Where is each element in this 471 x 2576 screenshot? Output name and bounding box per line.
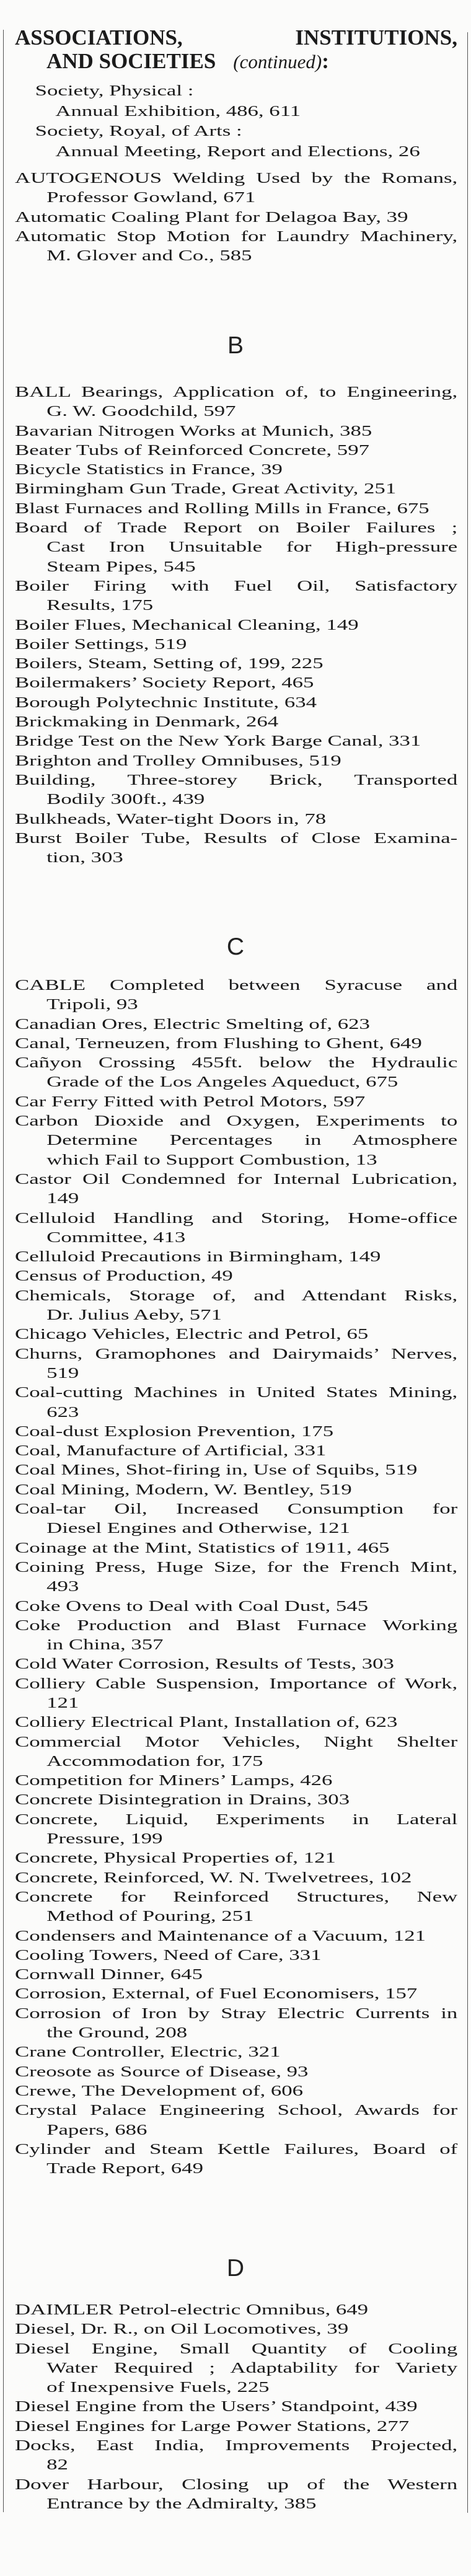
index-entry xyxy=(15,1732,457,1771)
index-entry xyxy=(15,1654,457,1674)
entry-line: Canadian Ores, Electric Smelting of, 623 xyxy=(15,1015,370,1033)
index-entry xyxy=(15,1053,457,1092)
index-entry xyxy=(15,1111,457,1170)
entry-line: Concrete, Reinforced, W. N. Twelvetrees, 102 xyxy=(15,1869,412,1886)
entry-line: Coining Press, Huge Size, for the French Mint, xyxy=(15,1558,458,1576)
heading-colon: : xyxy=(322,49,329,73)
entry-line: Churns, Gramophones and Dairymaids’ Nerves, xyxy=(15,1345,458,1362)
heading-associations: ASSOCIATIONS, xyxy=(15,25,183,50)
index-entry xyxy=(15,1616,457,1655)
entry-line: the Ground, 208 xyxy=(46,2024,188,2042)
entry-line: Docks, East India, Improvements Projected, xyxy=(15,2437,458,2455)
index-entry xyxy=(15,1325,457,1344)
index-entry xyxy=(15,2004,457,2043)
index-entry xyxy=(15,1015,457,1034)
entry-line: Tripoli, 93 xyxy=(46,996,138,1013)
entry-line: Annual Exhibition, 486, 611 xyxy=(55,102,301,120)
entry-line: Beater Tubs of Reinforced Concrete, 597 xyxy=(15,441,369,459)
entry-line: Creosote as Source of Disease, 93 xyxy=(15,2063,309,2080)
entry-line: Coal-tar Oil, Increased Consumption for xyxy=(15,1501,458,1518)
entry-line: G. W. Goodchild, 597 xyxy=(46,403,236,420)
index-entry xyxy=(15,479,457,498)
entry-line: which Fail to Support Combustion, 13 xyxy=(46,1151,377,1168)
section-heading-continued xyxy=(46,49,329,74)
entry-line: Borough Polytechnic Institute, 634 xyxy=(15,694,317,711)
entry-line: Corrosion, External, of Fuel Economisers, 157 xyxy=(15,1985,418,2003)
entry-line: Professor Gowland, 671 xyxy=(46,189,256,206)
entry-line: Pressure, 199 xyxy=(46,1830,163,1848)
entry-line: 493 xyxy=(46,1578,79,1595)
entry-line: Burst Boiler Tube, Results of Close Examina- xyxy=(15,829,458,847)
entry-line: Coal-cutting Machines in United States Mining, xyxy=(15,1384,458,1401)
entry-line: Trade Report, 649 xyxy=(46,2160,203,2177)
entry-line: Cornwall Dinner, 645 xyxy=(15,1966,203,1983)
section-letter-b: B xyxy=(227,332,244,359)
entry-line: Coke Ovens to Deal with Coal Dust, 545 xyxy=(15,1597,369,1615)
entry-line: Results, 175 xyxy=(46,597,154,614)
entry-line: Boiler Flues, Mechanical Cleaning, 149 xyxy=(15,616,359,633)
entry-line: Carbon Dioxide and Oxygen, Experiments to xyxy=(15,1113,458,1130)
entry-line: BALL Bearings, Application of, to Engineering, xyxy=(15,384,458,400)
entry-line: Crane Controller, Electric, 321 xyxy=(15,2044,281,2061)
section-letter-d: D xyxy=(226,2255,245,2282)
entry-line: Chicago Vehicles, Electric and Petrol, 65 xyxy=(15,1326,369,1343)
index-entry xyxy=(15,731,457,751)
entry-line: Commercial Motor Vehicles, Night Shelter xyxy=(15,1733,458,1750)
index-entry xyxy=(15,421,457,441)
entry-line: M. Glover and Co., 585 xyxy=(46,247,252,265)
index-entry xyxy=(15,1868,457,1887)
index-entry xyxy=(15,770,457,809)
entry-line: Colliery Cable Suspension, Importance of Work, xyxy=(15,1675,458,1692)
entry-line: in China, 357 xyxy=(46,1636,164,1654)
index-entry xyxy=(15,809,457,829)
entry-line: Cast Iron Unsuitable for High-pressure xyxy=(46,539,458,556)
entry-line: Celluloid Precautions in Birmingham, 149 xyxy=(15,1248,381,1266)
index-entry xyxy=(15,1422,457,1441)
entry-line: Concrete, Liquid, Experiments in Lateral xyxy=(15,1811,458,1828)
entry-line: Cooling Towers, Need of Care, 331 xyxy=(15,1946,322,1964)
index-entry xyxy=(15,829,457,868)
entry-line: Concrete Disintegration in Drains, 303 xyxy=(15,1791,350,1809)
entry-line: Accommodation for, 175 xyxy=(46,1752,263,1770)
entry-line: Bridge Test on the New York Barge Canal, 331 xyxy=(15,733,421,750)
section-letter-c: C xyxy=(226,933,245,960)
entry-line: Chemicals, Storage of, and Attendant Risks, xyxy=(15,1287,458,1304)
entry-line: Corrosion of Iron by Stray Electric Currents in xyxy=(15,2005,458,2022)
entry-line: Entrance by the Admiralty, 385 xyxy=(46,2495,317,2512)
entry-line: Grade of the Los Angeles Aqueduct, 675 xyxy=(46,1074,398,1091)
index-entry xyxy=(15,102,457,122)
index-entry xyxy=(15,2042,457,2062)
index-entry xyxy=(15,1810,457,1849)
entry-line: Coal-dust Explosion Prevention, 175 xyxy=(15,1423,334,1440)
entry-line: tion, 303 xyxy=(46,849,123,867)
index-entry xyxy=(15,121,457,142)
entry-line: Colliery Electrical Plant, Installation of, 623 xyxy=(15,1714,398,1731)
index-entry xyxy=(15,1597,457,1616)
entry-line: CABLE Completed between Syracuse and xyxy=(15,977,458,994)
index-entry xyxy=(15,2300,457,2319)
entry-line: Coal Mines, Shot-firing in, Use of Squibs, 519 xyxy=(15,1462,418,1479)
entry-line: Car Ferry Fitted with Petrol Motors, 597 xyxy=(15,1093,366,1110)
entry-line: Committee, 413 xyxy=(46,1228,186,1246)
entry-line: 519 xyxy=(46,1364,79,1382)
entry-line: Bodily 300ft., 439 xyxy=(46,791,205,808)
entry-line: Concrete, Physical Properties of, 121 xyxy=(15,1850,336,1867)
entry-line: Diesel Engine, Small Quantity of Cooling xyxy=(15,2340,458,2357)
index-entry xyxy=(15,2397,457,2416)
index-entry xyxy=(15,2319,457,2339)
index-entry xyxy=(15,1499,457,1538)
heading-continued-note: (continued) xyxy=(233,51,322,73)
entry-line: Society, Physical : xyxy=(35,82,194,99)
entry-line: Dover Harbour, Closing up of the Western xyxy=(15,2476,458,2493)
index-entry xyxy=(15,441,457,460)
index-entry xyxy=(15,615,457,635)
entry-line: Castor Oil Condemned for Internal Lubrication, xyxy=(15,1170,458,1188)
index-entry xyxy=(15,1460,457,1480)
entry-line: Cylinder and Steam Kettle Failures, Board of xyxy=(15,2140,458,2158)
index-entry xyxy=(15,1209,457,1248)
index-entry xyxy=(15,1092,457,1111)
entry-line: Cañyon Crossing 455ft. below the Hydraulic xyxy=(15,1054,458,1072)
index-entry xyxy=(15,518,457,576)
index-entry xyxy=(15,1538,457,1558)
entry-line: Bavarian Nitrogen Works at Munich, 385 xyxy=(15,422,372,439)
index-entry xyxy=(15,142,457,162)
entry-line: Concrete for Reinforced Structures, New xyxy=(15,1888,458,1905)
entry-line: DAIMLER Petrol-electric Omnibus, 649 xyxy=(15,2301,369,2318)
entry-line: of Inexpensive Fuels, 225 xyxy=(46,2379,270,2396)
index-entry xyxy=(15,2436,457,2475)
index-entry xyxy=(15,81,457,102)
entry-line: Brighton and Trolley Omnibuses, 519 xyxy=(15,752,341,769)
index-entry xyxy=(15,673,457,692)
section-a-entries xyxy=(15,169,457,265)
entry-line: Coal, Manufacture of Artificial, 331 xyxy=(15,1442,327,1460)
entry-line: Boiler Firing with Fuel Oil, Satisfactory xyxy=(15,577,458,594)
index-entry xyxy=(15,1441,457,1460)
index-entry xyxy=(15,1848,457,1868)
heading-societies: AND SOCIETIES xyxy=(46,49,216,73)
index-entry xyxy=(15,208,457,227)
entry-line: Condensers and Maintenance of a Vacuum, 121 xyxy=(15,1927,426,1944)
index-entry xyxy=(15,1558,457,1597)
entry-line: Birmingham Gun Trade, Great Activity, 251 xyxy=(15,480,397,498)
entry-line: Coke Production and Blast Furnace Working xyxy=(15,1617,458,1634)
section-heading xyxy=(15,25,457,50)
entry-line: Census of Production, 49 xyxy=(15,1268,233,1285)
entry-line: Boilers, Steam, Setting of, 199, 225 xyxy=(15,655,324,673)
index-entry xyxy=(15,169,457,208)
index-entry xyxy=(15,654,457,673)
section-d-entries xyxy=(15,2300,457,2513)
continued-entries xyxy=(15,81,457,162)
index-entry xyxy=(15,499,457,518)
entry-line: Annual Meeting, Report and Elections, 26 xyxy=(55,143,420,160)
entry-line: AUTOGENOUS Welding Used by the Romans, xyxy=(15,170,458,187)
entry-line: Boilermakers’ Society Report, 465 xyxy=(15,674,314,692)
entry-line: Brickmaking in Denmark, 264 xyxy=(15,713,279,731)
entry-line: Automatic Stop Motion for Laundry Machinery, xyxy=(15,227,458,245)
page-border-left xyxy=(3,30,4,2512)
index-entry xyxy=(15,1790,457,1809)
entry-line: Automatic Coaling Plant for Delagoa Bay, 39 xyxy=(15,208,408,226)
entry-line: Diesel, Dr. R., on Oil Locomotives, 39 xyxy=(15,2321,349,2338)
index-entry xyxy=(15,382,457,421)
index-entry xyxy=(15,1674,457,1713)
entry-line: Method of Pouring, 251 xyxy=(46,1908,254,1925)
index-entry xyxy=(15,2475,457,2514)
entry-line: Society, Royal, of Arts : xyxy=(35,123,242,140)
section-b-entries xyxy=(15,382,457,867)
entry-line: Dr. Julius Aeby, 571 xyxy=(46,1307,222,1324)
index-entry xyxy=(15,1887,457,1926)
index-entry xyxy=(15,1383,457,1422)
entry-line: Boiler Settings, 519 xyxy=(15,635,187,653)
heading-institutions: INSTITUTIONS, xyxy=(295,25,457,50)
section-c-entries xyxy=(15,976,457,2178)
index-entry xyxy=(15,1984,457,2003)
index-entry xyxy=(15,1344,457,1383)
entry-line: Determine Percentages in Atmosphere xyxy=(46,1132,458,1149)
entry-line: Building, Three-storey Brick, Transported xyxy=(15,771,458,788)
index-entry xyxy=(15,2062,457,2081)
index-entry xyxy=(15,1034,457,1053)
index-entry xyxy=(15,1713,457,1732)
index-entry xyxy=(15,1480,457,1499)
index-entry xyxy=(15,1771,457,1790)
index-entry xyxy=(15,2140,457,2179)
entry-line: Crystal Palace Engineering School, Awards for xyxy=(15,2102,458,2119)
index-entry xyxy=(15,2417,457,2436)
entry-line: Diesel Engines and Otherwise, 121 xyxy=(46,1520,350,1537)
entry-line: Papers, 686 xyxy=(46,2121,147,2138)
index-entry xyxy=(15,1170,457,1209)
entry-line: Bicycle Statistics in France, 39 xyxy=(15,461,283,479)
entry-line: 121 xyxy=(46,1694,79,1711)
index-entry xyxy=(15,576,457,615)
index-entry xyxy=(15,635,457,654)
index-entry xyxy=(15,2101,457,2140)
index-entry xyxy=(15,751,457,770)
entry-line: Diesel Engines for Large Power Stations, 277 xyxy=(15,2417,410,2435)
entry-line: Celluloid Handling and Storing, Home-office xyxy=(15,1209,458,1227)
index-entry xyxy=(15,976,457,1015)
index-entry xyxy=(15,1926,457,1946)
entry-line: Diesel Engine from the Users’ Standpoint, 439 xyxy=(15,2398,418,2415)
entry-line: Coinage at the Mint, Statistics of 1911, 465 xyxy=(15,1539,390,1556)
entry-line: Steam Pipes, 545 xyxy=(46,558,196,575)
entry-line: Blast Furnaces and Rolling Mills in France, 675 xyxy=(15,500,429,517)
entry-line: Water Required ; Adaptability for Variety xyxy=(46,2359,458,2376)
entry-line: Canal, Terneuzen, from Flushing to Ghent, 649 xyxy=(15,1034,422,1052)
index-entry xyxy=(15,1286,457,1325)
entry-line: Board of Trade Report on Boiler Failures ; xyxy=(15,519,458,537)
entry-line: Competition for Miners’ Lamps, 426 xyxy=(15,1772,333,1789)
index-entry xyxy=(15,1266,457,1286)
index-entry xyxy=(15,2339,457,2397)
index-entry xyxy=(15,227,457,266)
index-entry xyxy=(15,1946,457,1965)
entry-line: 82 xyxy=(46,2456,68,2474)
index-entry xyxy=(15,2081,457,2101)
entry-line: 623 xyxy=(46,1403,79,1421)
page-border-right xyxy=(467,32,468,2513)
entry-line: Bulkheads, Water-tight Doors in, 78 xyxy=(15,810,327,827)
entry-line: 149 xyxy=(46,1190,79,1207)
entry-line: Coal Mining, Modern, W. Bentley, 519 xyxy=(15,1481,352,1498)
index-entry xyxy=(15,712,457,731)
entry-line: Cold Water Corrosion, Results of Tests, 303 xyxy=(15,1656,394,1673)
entry-line: Crewe, The Development of, 606 xyxy=(15,2082,304,2099)
index-entry xyxy=(15,1965,457,1984)
index-entry xyxy=(15,693,457,712)
index-entry xyxy=(15,460,457,479)
index-entry xyxy=(15,1247,457,1266)
